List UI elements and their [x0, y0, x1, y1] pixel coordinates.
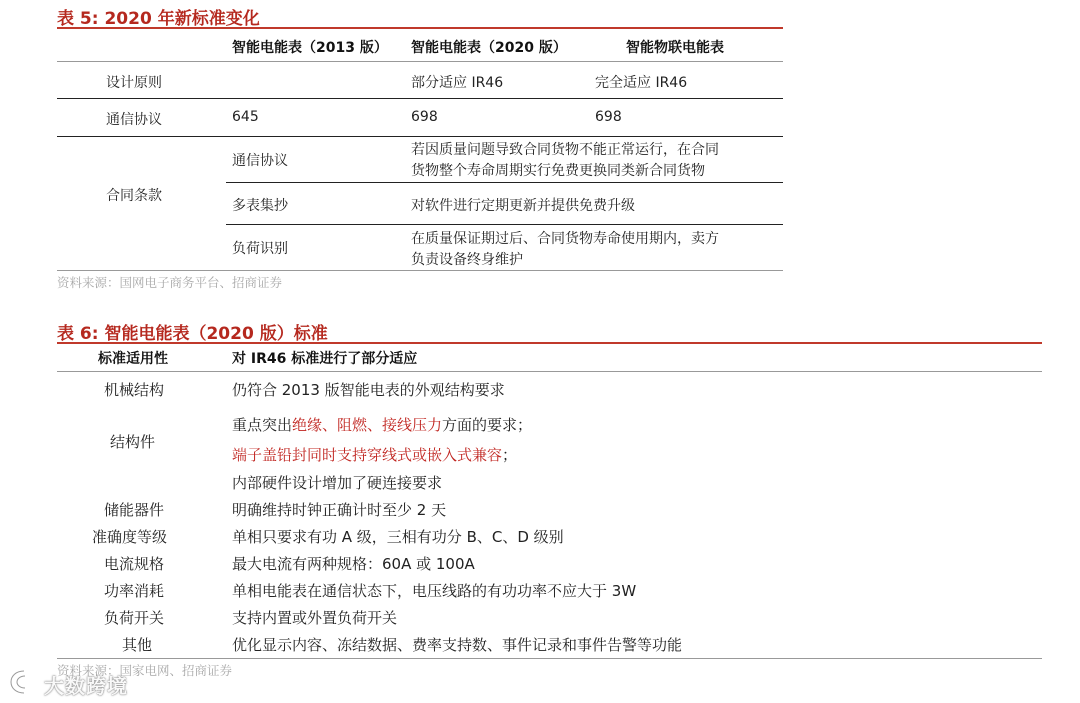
- table5-header-2013: 智能电能表（2013 版）: [232, 40, 388, 56]
- row-label: 通信协议: [106, 112, 162, 128]
- table5-header-rule: [57, 61, 783, 62]
- contract-sub-label: 多表集抄: [232, 198, 288, 214]
- contract-text: 负责设备终身维护: [411, 252, 523, 268]
- row-text: 明确维持时钟正确计时至少 2 天: [232, 501, 447, 519]
- cell-iot: 完全适应 IR46: [595, 75, 688, 91]
- row-text: 最大电流有两种规格：60A 或 100A: [232, 555, 475, 573]
- row-rule: [57, 98, 783, 99]
- structure-line-3: 内部硬件设计增加了硬连接要求: [232, 474, 443, 492]
- table6-header-rule: [57, 371, 1042, 372]
- row-label: 储能器件: [104, 501, 165, 519]
- row-text: 仍符合 2013 版智能电表的外观结构要求: [232, 381, 505, 399]
- row-rule: [226, 182, 783, 183]
- row-label: 负荷开关: [104, 609, 165, 627]
- row-text: 优化显示内容、冻结数据、费率支持数、事件记录和事件告警等功能: [232, 636, 683, 654]
- table6-title: 表 6: 智能电能表（2020 版）标准: [57, 324, 328, 344]
- row-label: 准确度等级: [92, 528, 168, 546]
- contract-sub-label: 负荷识别: [232, 241, 288, 257]
- row-label: 功率消耗: [104, 582, 165, 600]
- watermark-text: 大数跨境: [44, 674, 128, 698]
- row-label: 机械结构: [104, 381, 165, 399]
- structure-line-1: 重点突出绝缘、阻燃、接线压力方面的要求；: [232, 416, 533, 434]
- contract-text: 若因质量问题导致合同货物不能正常运行，在合同: [411, 142, 719, 158]
- table5-bottom-rule: [57, 270, 783, 271]
- table5-top-rule: [57, 27, 783, 29]
- table5-title: 表 5: 2020 年新标准变化: [57, 9, 260, 29]
- cell-2013: 645: [232, 109, 259, 125]
- row-label: 设计原则: [106, 75, 162, 91]
- row-rule: [226, 224, 783, 225]
- contract-label: 合同条款: [106, 188, 162, 204]
- emphasis-text: 端子盖铅封同时支持穿线式或嵌入式兼容: [232, 446, 503, 464]
- row-rule: [57, 136, 783, 137]
- row-label: 结构件: [110, 433, 156, 451]
- row-text: 单相电能表在通信状态下，电压线路的有功功率不应大于 3W: [232, 582, 637, 600]
- table6-top-rule: [57, 342, 1042, 344]
- row-label: 其他: [122, 636, 153, 654]
- row-label: 电流规格: [104, 555, 165, 573]
- table6-source: 资料来源：国家电网、招商证券: [57, 663, 233, 678]
- table5-source: 资料来源：国网电子商务平台、招商证券: [57, 275, 283, 290]
- cell-2020: 698: [411, 109, 438, 125]
- contract-text: 货物整个寿命周期实行免费更换同类新合同货物: [411, 163, 705, 179]
- structure-line-2: 端子盖铅封同时支持穿线式或嵌入式兼容；: [232, 446, 518, 464]
- watermark-logo-icon: [8, 668, 40, 696]
- table6-header-right: 对 IR46 标准进行了部分适应: [232, 351, 418, 367]
- row-text: 支持内置或外置负荷开关: [232, 609, 398, 627]
- emphasis-text: 绝缘、阻燃、接线压力: [292, 416, 443, 434]
- table6-bottom-rule: [57, 658, 1042, 659]
- contract-text: 对软件进行定期更新并提供免费升级: [411, 198, 635, 214]
- cell-2020: 部分适应 IR46: [411, 75, 504, 91]
- cell-iot: 698: [595, 109, 622, 125]
- contract-sub-label: 通信协议: [232, 153, 288, 169]
- table5-header-2020: 智能电能表（2020 版）: [411, 40, 567, 56]
- row-text: 单相只要求有功 A 级，三相有功分 B、C、D 级别: [232, 528, 564, 546]
- contract-text: 在质量保证期过后、合同货物寿命使用期内，卖方: [411, 231, 719, 247]
- table5-header-iot: 智能物联电能表: [626, 40, 724, 56]
- table6-header-left: 标准适用性: [98, 351, 168, 367]
